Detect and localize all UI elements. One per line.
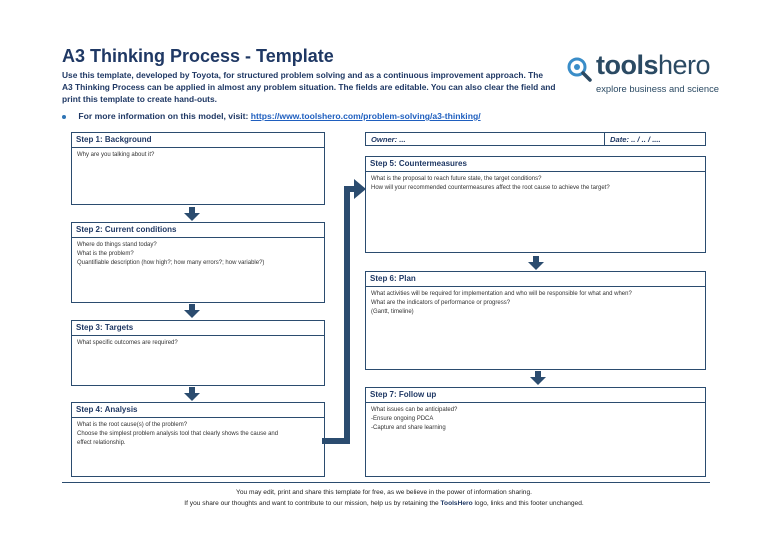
footer-line2: If you share our thoughts and want to contribute to our mission, help us by retaining the ToolsHero logo, links and this footer unchanged. (184, 500, 584, 507)
step2-title: Step 2: Current conditions (72, 223, 324, 238)
connector-arrow (322, 176, 366, 451)
more-info-label: For more information on this model, visit: (78, 111, 249, 121)
step6-box[interactable] (365, 271, 706, 370)
arrow-down-icon (184, 207, 200, 221)
arrow-down-icon (184, 387, 200, 401)
step7-body[interactable]: What issues can be anticipated? -Ensure ongoing PDCA -Capture and share learning (371, 407, 458, 431)
logo-word: toolshero (596, 50, 711, 80)
step6-title: Step 6: Plan (366, 272, 705, 287)
step1-box[interactable] (71, 132, 325, 205)
step4-body[interactable]: What is the root cause(s) of the problem? Choose the simplest problem analysis tool that clearly shows the cause and effect relationship. (77, 422, 279, 446)
step3-title: Step 3: Targets (72, 321, 324, 336)
step1-title: Step 1: Background (72, 133, 324, 148)
step7-box[interactable] (365, 387, 706, 477)
step3-box[interactable] (71, 320, 325, 386)
arrow-down-icon (184, 304, 200, 318)
page-title: A3 Thinking Process - Template (62, 46, 334, 66)
date-field[interactable]: Date: .. / .. / .... (605, 132, 706, 146)
step5-title: Step 5: Countermeasures (366, 157, 705, 172)
step7-title: Step 7: Follow up (366, 388, 705, 403)
arrow-down-icon (528, 256, 544, 270)
footer-divider (62, 482, 710, 483)
bullet-icon (62, 115, 66, 119)
step6-body[interactable]: What activities will be required for implementation and who will be responsible for what and when? What are the indicators of performance or progress? (Gantt, timeline) (371, 291, 632, 315)
step4-box[interactable] (71, 402, 325, 477)
magnifier-gear-icon (566, 56, 592, 82)
step2-body[interactable]: Where do things stand today? What is the problem? Quantifiable description (how high?; how many errors?; how variable?) (77, 242, 265, 266)
more-info-link[interactable]: https://www.toolshero.com/problem-solving/a3-thinking/ (250, 111, 481, 121)
step3-body[interactable]: What specific outcomes are required? (77, 340, 178, 346)
owner-field[interactable]: Owner: ... (365, 132, 605, 146)
toolshero-logo[interactable] (564, 50, 724, 98)
logo-tagline: explore business and science (596, 83, 719, 94)
step2-box[interactable] (71, 222, 325, 303)
footer-line1: You may edit, print and share this template for free, as we believe in the power of information sharing. (236, 489, 532, 496)
more-info (62, 111, 481, 121)
step4-title: Step 4: Analysis (72, 403, 324, 418)
step1-body[interactable]: Why are you talking about it? (77, 152, 155, 158)
step5-body[interactable]: What is the proposal to reach future state, the target conditions? How will your recommended countermeasures affect the root cause to achieve the target? (371, 176, 610, 191)
arrow-down-icon (530, 371, 546, 385)
page-description: Use this template, developed by Toyota, for structured problem solving and as a continuous improvement approach. The A3 Thinking Process can be applied in almost any problem situation. The fields are editable. You can also clear the field and print this template to create hand-outs. (62, 70, 556, 104)
step5-box[interactable] (365, 156, 706, 253)
